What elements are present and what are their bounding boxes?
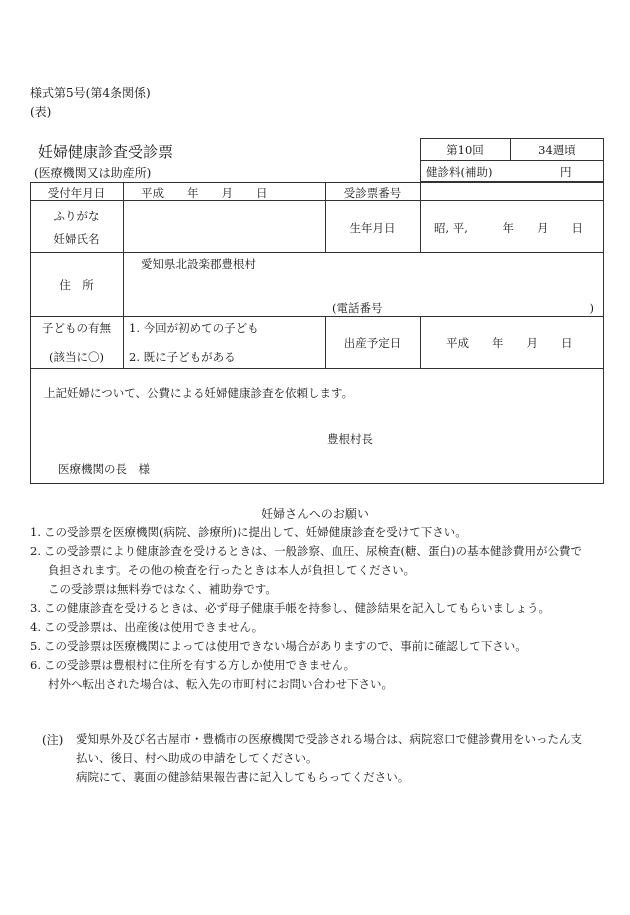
children-option-2[interactable]: 2. 既に子どもがある [129, 350, 236, 364]
notice-item-6-text-2: 村外へ転出された場合は、転入先の市町村にお問い合わせ下さい。 [48, 677, 393, 691]
notice-item-1-num: 1. [30, 525, 41, 539]
visit-number: 第10回 [446, 143, 484, 157]
notice-item-6-num: 6. [30, 658, 41, 672]
furigana-label: ふりがな [53, 209, 100, 223]
due-date-value[interactable]: 平成 年 月 日 [446, 336, 573, 350]
notice-item-4-text: この受診票は、出産後は使用できません。 [44, 620, 264, 634]
reception-date-value[interactable]: 平成 年 月 日 [141, 186, 268, 200]
request-text: 上記妊婦について、公費による妊婦健康診査を依頼します。 [44, 386, 354, 400]
addressee: 医療機関の長 様 [58, 462, 150, 476]
note-line-3: 病院にて、裏面の健診結果報告書に記入してもらってください。 [76, 770, 410, 784]
ticket-number-label: 受診票番号 [343, 186, 402, 200]
fee-unit: 円 [560, 165, 572, 179]
notice-item-2-text: この受診票により健康診査を受けるときは、一般診察、血圧、尿検査(糖、蛋白)の基本健診費用が公費で [44, 544, 582, 558]
notice-item-4-num: 4. [30, 620, 41, 634]
notice-item-5-text: この受診票は医療機関によっては使用できない場合がありますので、事前に確認して下さい。 [44, 639, 527, 653]
notice-item-2-text-3: この受診票は無料券ではなく、補助券です。 [48, 582, 277, 596]
address-value[interactable]: 愛知県北設楽郡豊根村 [141, 257, 256, 271]
note-label: (注) [42, 733, 64, 747]
children-note: (該当に〇) [49, 350, 104, 364]
notice-item-6-text: この受診票は豊根村に住所を有する方しか使用できません。 [44, 658, 356, 672]
note-line-1: 愛知県外及び名古屋市・豊橋市の医療機関で受診される場合は、病院窓口で健診費用をいったん支 [76, 732, 582, 746]
birthdate-value[interactable]: 昭, 平, 年 月 日 [434, 221, 583, 235]
children-option-1[interactable]: 1. 今回が初めての子ども [129, 321, 259, 335]
form-number: 様式第5号(第4条関係) [30, 86, 151, 100]
name-label: 妊婦氏名 [53, 232, 100, 246]
reception-date-label: 受付年月日 [47, 186, 106, 200]
children-label: 子どもの有無 [42, 321, 111, 335]
notice-item-3-text: この健康診査を受けるときは、必ず母子健康手帳を持参し、健診結果を記入してもらいましょう。 [44, 601, 550, 615]
birthdate-label: 生年月日 [349, 221, 396, 235]
mayor: 豊根村長 [327, 432, 373, 446]
form-title: 妊婦健康診査受診票 [38, 143, 174, 161]
visit-weeks: 34週頃 [538, 143, 576, 157]
notice-item-1-text: この受診票を医療機関(病院、診療所)に提出して、妊婦健康診査を受けて下さい。 [44, 525, 467, 539]
phone-label[interactable]: (電話番号 ) [332, 301, 594, 315]
form-subtitle: (医療機関又は助産所) [34, 166, 152, 180]
note-line-2: 払い、後日、村へ助成の申請をしてください。 [76, 751, 318, 765]
notice-title: 妊婦さんへのお願い [261, 507, 369, 521]
fee-label: 健診料(補助) [426, 165, 493, 179]
notice-item-2-num: 2. [30, 544, 41, 558]
due-date-label: 出産予定日 [343, 336, 402, 350]
notice-list [30, 523, 610, 694]
notice-item-2-text-2: 負担されます。その他の検査を行ったときは本人が負担してください。 [48, 563, 416, 577]
notice-item-3-num: 3. [30, 601, 41, 615]
notice-item-5-num: 5. [30, 639, 41, 653]
form-side: (表) [30, 105, 52, 119]
address-label: 住 所 [59, 278, 94, 292]
